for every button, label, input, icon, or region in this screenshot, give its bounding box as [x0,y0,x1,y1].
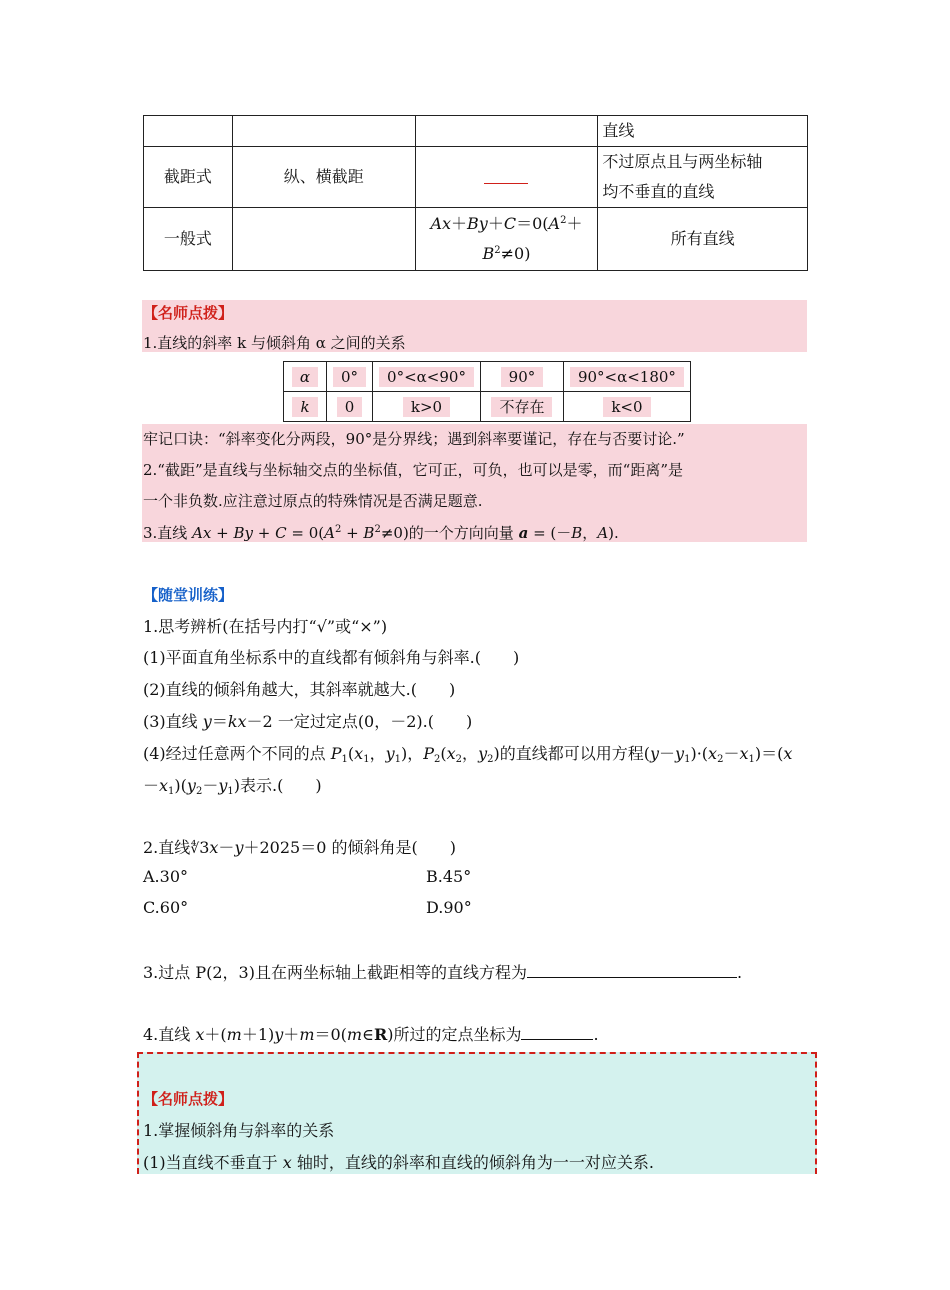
option-d: D.90° [426,898,472,917]
question-4: 4.直线 x＋(m＋1)y＋m＝0(m∈R)所过的定点坐标为 . [143,1025,599,1044]
answer-blank [527,961,737,978]
tip-2-item-1: 1.掌握倾斜角与斜率的关系 [143,1121,335,1140]
option-b: B.45° [426,867,472,886]
equation-cell [415,147,598,208]
form-name-cell: 截距式 [144,147,233,208]
table-row [144,116,808,147]
form-name-cell: 一般式 [144,208,233,271]
table-row: k 0 k>0 不存在 k<0 [284,392,691,422]
tip-2-item-1-1: (1)当直线不垂直于 x 轴时，直线的斜率和直线的倾斜角为一一对应关系. [143,1153,654,1172]
question-1-1: (1)平面直角坐标系中的直线都有倾斜角与斜率.( ) [143,648,520,667]
tip-item-3: 3.直线 $Ax + By + C = 0(A^2 + B^2\ne 0)$的一个方向向量 a = (－B，A). [143,524,619,542]
question-2: 2.直线∜3x－y＋2025＝0 的倾斜角是( ) [143,838,456,857]
question-1-title: 1.思考辨析(在括号内打“√”或“×”) [143,617,388,636]
table-row [144,147,808,208]
slope-angle-table [283,361,691,422]
mnemonic-text: 牢记口诀：“斜率变化分两段，90°是分界线；遇到斜率要谨记，存在与否要讨论.” [143,430,685,448]
fill-in-blank [484,171,528,184]
question-1-2: (2)直线的倾斜角越大，其斜率就越大.( ) [143,680,456,699]
question-3: 3.过点 P(2，3)且在两坐标轴上截距相等的直线方程为 . [143,963,743,982]
tip-item-2-cont: 一个非负数.应注意过原点的特殊情况是否满足题意. [143,492,483,510]
question-1-3: (3)直线 y＝kx－2 一定过定点(0，－2).( ) [143,712,473,731]
option-a: A.30° [143,867,188,886]
training-header: 【随堂训练】 [143,586,234,604]
equation-cell: $Ax+By+C=0(A^2+$ $B^2\ne 0$) [415,208,598,271]
table-row [144,208,808,271]
tip-item-1: 1.直线的斜率 k 与倾斜角 α 之间的关系 [143,334,406,352]
line-equation-forms-table [143,115,808,271]
tip-item-2: 2.“截距”是直线与坐标轴交点的坐标值，它可正，可负，也可以是零，而“距离”是 [143,461,683,479]
applicable-range-cell: 所有直线 [598,208,808,271]
tip-header: 【名师点拨】 [143,304,234,322]
tip-header-2: 【名师点拨】 [143,1090,234,1108]
option-c: C.60° [143,898,189,917]
table-row: α 0° 0°<α<90° 90° 90°<α<180° [284,362,691,392]
applicable-range-cell: 不过原点且与两坐标轴 均不垂直的直线 [598,147,808,208]
params-cell: 纵、横截距 [232,147,415,208]
answer-blank [521,1023,593,1040]
applicable-range-cell: 直线 [598,116,808,147]
question-1-4-cont: $-x_1)(y_2-y_1)$表示.( ) [143,776,322,797]
question-1-4: (4)经过任意两个不同的点 $P_1(x_1$，$y_1$)，$P_2(x_2$，$y_2$)的直线都可以用方程$(y-y_1)\cdot(x_2-x_1)=(x$ [143,744,793,765]
